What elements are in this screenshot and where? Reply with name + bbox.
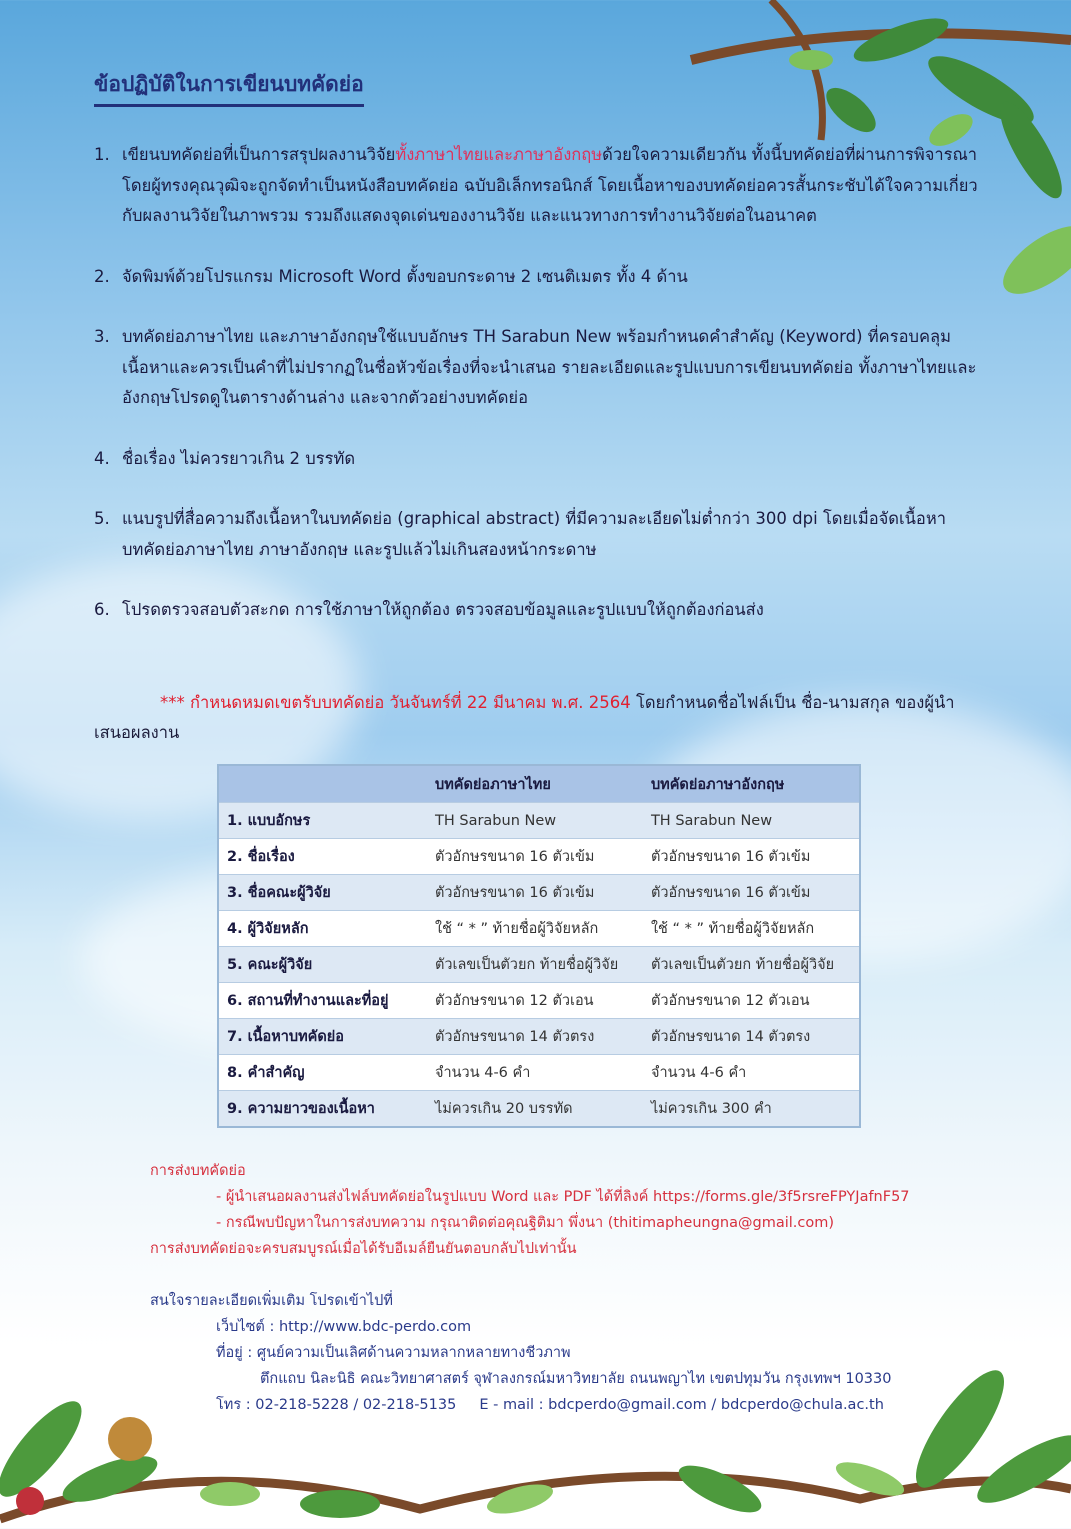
table-header-cell [218,765,427,803]
table-cell: TH Sarabun New [427,803,643,839]
submission-note: การส่งบทคัดย่อจะครบสมบูรณ์เมื่อได้รับอีเมล์ยืนยันตอบกลับไปเท่านั้น [150,1241,577,1257]
contact-section [150,1288,892,1418]
rule-text-part: เขียนบทคัดย่อที่เป็นการสรุปผลงานวิจัย [122,145,396,164]
table-cell-label: 4. ผู้วิจัยหลัก [218,911,427,947]
table-cell-label: 5. คณะผู้วิจัย [218,947,427,983]
table-cell-label: 2. ชื่อเรื่อง [218,839,427,875]
table-cell-label: 6. สถานที่ทำงานและที่อยู่ [218,983,427,1019]
deadline-date: *** กำหนดหมดเขตรับบทคัดย่อ วันจันทร์ที่ 22 มีนาคม พ.ศ. 2564 [160,693,631,712]
table-cell: ตัวอักษรขนาด 14 ตัวตรง [643,1019,860,1055]
rule-text: จัดพิมพ์ด้วยโปรแกรม Microsoft Word ตั้งขอบกระดาษ 2 เซนติเมตร ทั้ง 4 ด้าน [122,266,688,286]
deadline-filename-note: โดยกำหนดชื่อไฟล์เป็น ชื่อ-นามสกุล ของผู้นำเสนอผลงาน [94,693,955,742]
table-cell: ตัวอักษรขนาด 12 ตัวเอน [643,983,860,1019]
table-header-cell: บทคัดย่อภาษาอังกฤษ [643,765,860,803]
table-cell-label: 7. เนื้อหาบทคัดย่อ [218,1019,427,1055]
table-cell: ตัวอักษรขนาด 16 ตัวเข้ม [427,839,643,875]
table-cell: ตัวเลขเป็นตัวยก ท้ายชื่อผู้วิจัย [643,947,860,983]
table-cell: ตัวอักษรขนาด 16 ตัวเข้ม [643,839,860,875]
submission-section [150,1158,910,1262]
rule-text: โปรดตรวจสอบตัวสะกด การใช้ภาษาให้ถูกต้อง ตรวจสอบข้อมูลและรูปแบบให้ถูกต้องก่อนส่ง [122,600,764,619]
table-cell: TH Sarabun New [643,803,860,839]
address-line: ที่อยู่ : ศูนย์ความเป็นเลิศด้านความหลากหลายทางชีวภาพ [216,1345,571,1361]
rules-list [94,140,994,656]
table-cell-label: 9. ความยาวของเนื้อหา [218,1091,427,1128]
table-row [218,1019,860,1055]
rule-item [94,262,994,293]
table-cell: ตัวอักษรขนาด 16 ตัวเข้ม [643,875,860,911]
deadline-notice [94,688,974,748]
contact-heading: สนใจรายละเอียดเพิ่มเติม โปรดเข้าไปที่ [150,1293,393,1309]
submission-heading: การส่งบทคัดย่อ [150,1163,246,1179]
table-cell: ตัวอักษรขนาด 16 ตัวเข้ม [427,875,643,911]
rule-item [94,140,994,232]
table-row [218,1091,860,1128]
table-cell: ใช้ “ * ” ท้ายชื่อผู้วิจัยหลัก [643,911,860,947]
page-title: ข้อปฏิบัติในการเขียนบทคัดย่อ [94,68,364,107]
table-row [218,1055,860,1091]
table-cell: ตัวอักษรขนาด 14 ตัวตรง [427,1019,643,1055]
rule-number: 1. [94,145,110,164]
table-cell: ไม่ควรเกิน 300 คำ [643,1091,860,1128]
table-header-cell: บทคัดย่อภาษาไทย [427,765,643,803]
phone-email-line[interactable]: โทร : 02-218-5228 / 02-218-5135 E - mail : bdcperdo@gmail.com / bdcperdo@chula.ac.th [216,1397,884,1413]
table-cell-label: 1. แบบอักษร [218,803,427,839]
rule-number: 2. [94,266,110,286]
rule-item [94,504,994,565]
rule-text: ชื่อเรื่อง ไม่ควรยาวเกิน 2 บรรทัด [122,448,356,468]
rule-item [94,444,994,475]
rule-number: 4. [94,448,110,468]
rule-item [94,595,994,626]
table-row [218,803,860,839]
rule-text-part: ด้วยใจความเดียวกัน ทั้งนี้บทคัดย่อที่ผ่านการพิจารณาโดยผู้ทรงคุณวุฒิจะถูกจัดทำเป็นหนังสือบทคัดย่อ ฉบับอิเล็กทรอนิกส์ โดยเนื้อหาของบทคัดย่อควรสั้นกระชับได้ใจความเกี่ยวกับผลงานวิจัยในภาพรวม รวมถึงแสดงจุดเด่นของงานวิจัย และแนวทางการทำงานวิจัยต่อในอนาคต [122,145,978,225]
table-row [218,947,860,983]
table-cell: จำนวน 4-6 คำ [427,1055,643,1091]
table-cell-label: 3. ชื่อคณะผู้วิจัย [218,875,427,911]
table-cell-label: 8. คำสำคัญ [218,1055,427,1091]
table-row [218,875,860,911]
rule-text: แนบรูปที่สื่อความถึงเนื้อหาในบทคัดย่อ (graphical abstract) ที่มีความละเอียดไม่ต่ำกว่า 300 dpi โดยเมื่อจัดเนื้อหา บทคัดย่อภาษาไทย ภาษาอังกฤษ และรูปแล้วไม่เกินสองหน้ากระดาษ [122,509,946,559]
rule-item [94,322,994,414]
table-cell: ตัวเลขเป็นตัวยก ท้ายชื่อผู้วิจัย [427,947,643,983]
rule-text [122,140,994,232]
table-cell: ใช้ “ * ” ท้ายชื่อผู้วิจัยหลัก [427,911,643,947]
table-row [218,983,860,1019]
rule-number: 5. [94,509,110,528]
abstract-format-table [217,764,861,1128]
submission-contact-item[interactable]: - กรณีพบปัญหาในการส่งบทความ กรุณาติดต่อคุณฐิติมา พึ่งนา (thitimapheungna@gmail.com) [216,1215,834,1231]
rule-highlight: ทั้งภาษาไทยและภาษาอังกฤษ [395,145,603,164]
address-line: ตึกแถบ นิละนิธิ คณะวิทยาศาสตร์ จุฬาลงกรณ์มหาวิทยาลัย ถนนพญาไท เขตปทุมวัน กรุงเทพฯ 10330 [260,1371,892,1387]
table-row [218,911,860,947]
website-link[interactable]: เว็บไซต์ : http://www.bdc-perdo.com [216,1319,472,1335]
table-cell: ตัวอักษรขนาด 12 ตัวเอน [427,983,643,1019]
table-cell: ไม่ควรเกิน 20 บรรทัด [427,1091,643,1128]
submission-link-item[interactable]: - ผู้นำเสนอผลงานส่งไฟล์บทคัดย่อในรูปแบบ Word และ PDF ได้ที่ลิงค์ https://forms.gle/3f5rsreFPYJafnF57 [216,1189,910,1205]
table-row [218,839,860,875]
table-header-row [218,765,860,803]
table-cell: จำนวน 4-6 คำ [643,1055,860,1091]
rule-number: 3. [94,327,110,346]
rule-text: บทคัดย่อภาษาไทย และภาษาอังกฤษใช้แบบอักษร TH Sarabun New พร้อมกำหนดคำสำคัญ (Keyword) ที่ครอบคลุมเนื้อหาและควรเป็นคำที่ไม่ปรากฏในชื่อหัวข้อเรื่องที่จะนำเสนอ รายละเอียดและรูปแบบการเขียนบทคัดย่อ ทั้งภาษาไทยและอังกฤษโปรดดูในตารางด้านล่าง และจากตัวอย่างบทคัดย่อ [122,327,977,407]
rule-number: 6. [94,600,110,619]
